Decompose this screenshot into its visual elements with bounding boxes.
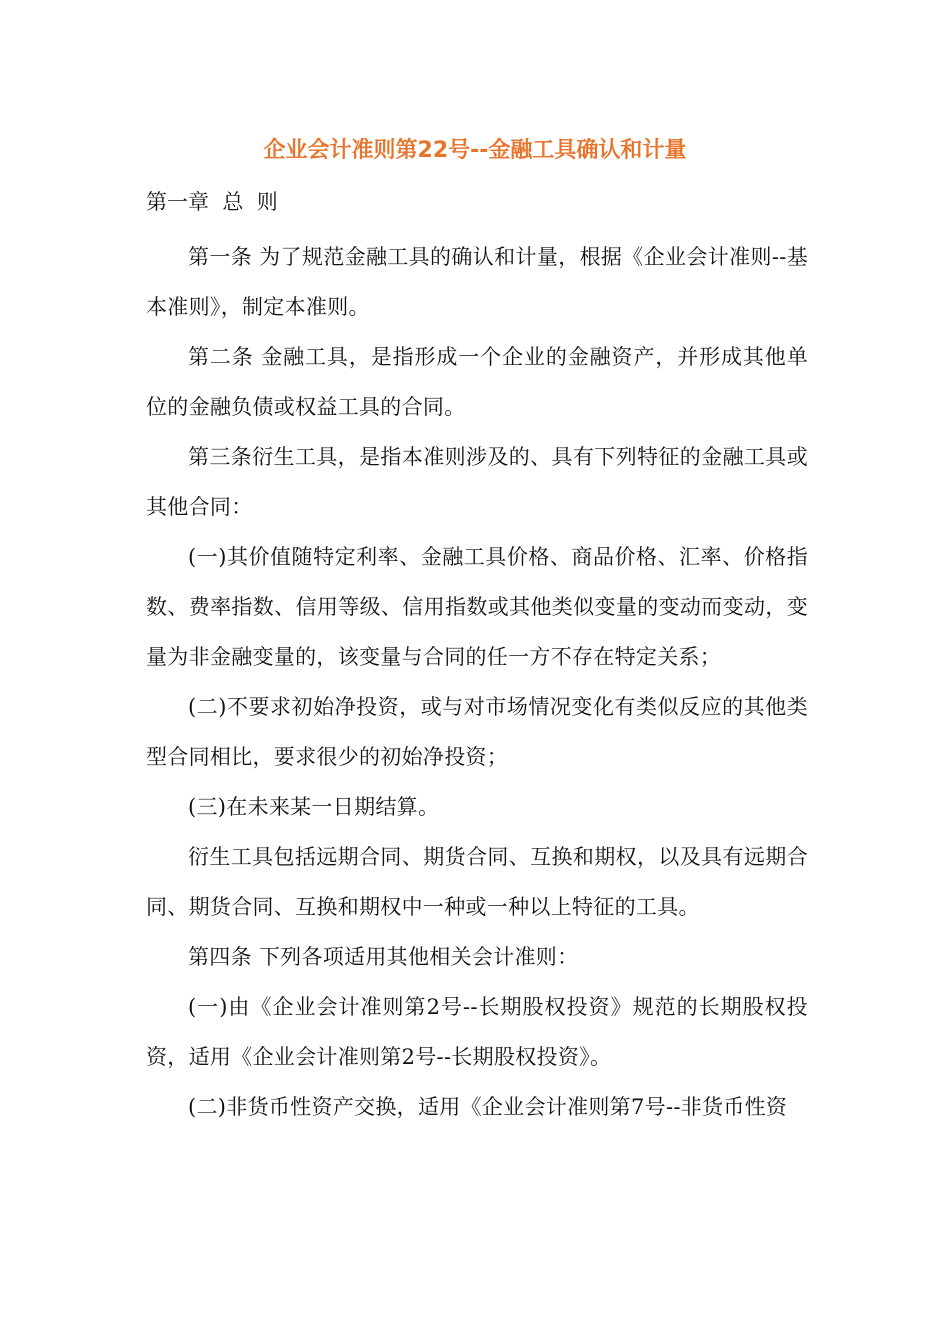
paragraph-article-4-item-2: (二)非货币性资产交换，适用《企业会计准则第7号--非货币性资 bbox=[188, 1095, 788, 1119]
paragraph-derivatives-scope: 衍生工具包括远期合同、期货合同、互换和期权，以及具有远期合同、期货合同、互换和期权中一种或一种以上特征的工具。 bbox=[146, 845, 808, 919]
paragraph-item-2: (二)不要求初始净投资，或与对市场情况变化有类似反应的其他类型合同相比，要求很少的初始净投资； bbox=[146, 695, 808, 769]
paragraph-article-4-item-1: (一)由《企业会计准则第2号--长期股权投资》规范的长期股权投资，适用《企业会计准则第2号--长期股权投资》。 bbox=[146, 995, 808, 1069]
paragraph-article-1: 第一条 为了规范金融工具的确认和计量，根据《企业会计准则--基本准则》，制定本准则。 bbox=[146, 245, 808, 319]
paragraph-article-2: 第二条 金融工具，是指形成一个企业的金融资产，并形成其他单位的金融负债或权益工具的合同。 bbox=[146, 345, 808, 419]
paragraph-item-3: (三)在未来某一日期结算。 bbox=[188, 795, 440, 819]
paragraph-article-4: 第四条 下列各项适用其他相关会计准则： bbox=[188, 945, 579, 969]
paragraph-item-1: (一)其价值随特定利率、金融工具价格、商品价格、汇率、价格指数、费率指数、信用等级、信用指数或其他类似变量的变动而变动，变量为非金融变量的，该变量与合同的任一方不存在特定关系； bbox=[146, 545, 808, 669]
chapter-heading: 第一章 总 则 bbox=[146, 190, 278, 214]
document-title: 企业会计准则第22号--金融工具确认和计量 bbox=[263, 138, 687, 163]
paragraph-article-3: 第三条衍生工具，是指本准则涉及的、具有下列特征的金融工具或其他合同： bbox=[146, 445, 808, 519]
document-body bbox=[146, 232, 808, 1132]
